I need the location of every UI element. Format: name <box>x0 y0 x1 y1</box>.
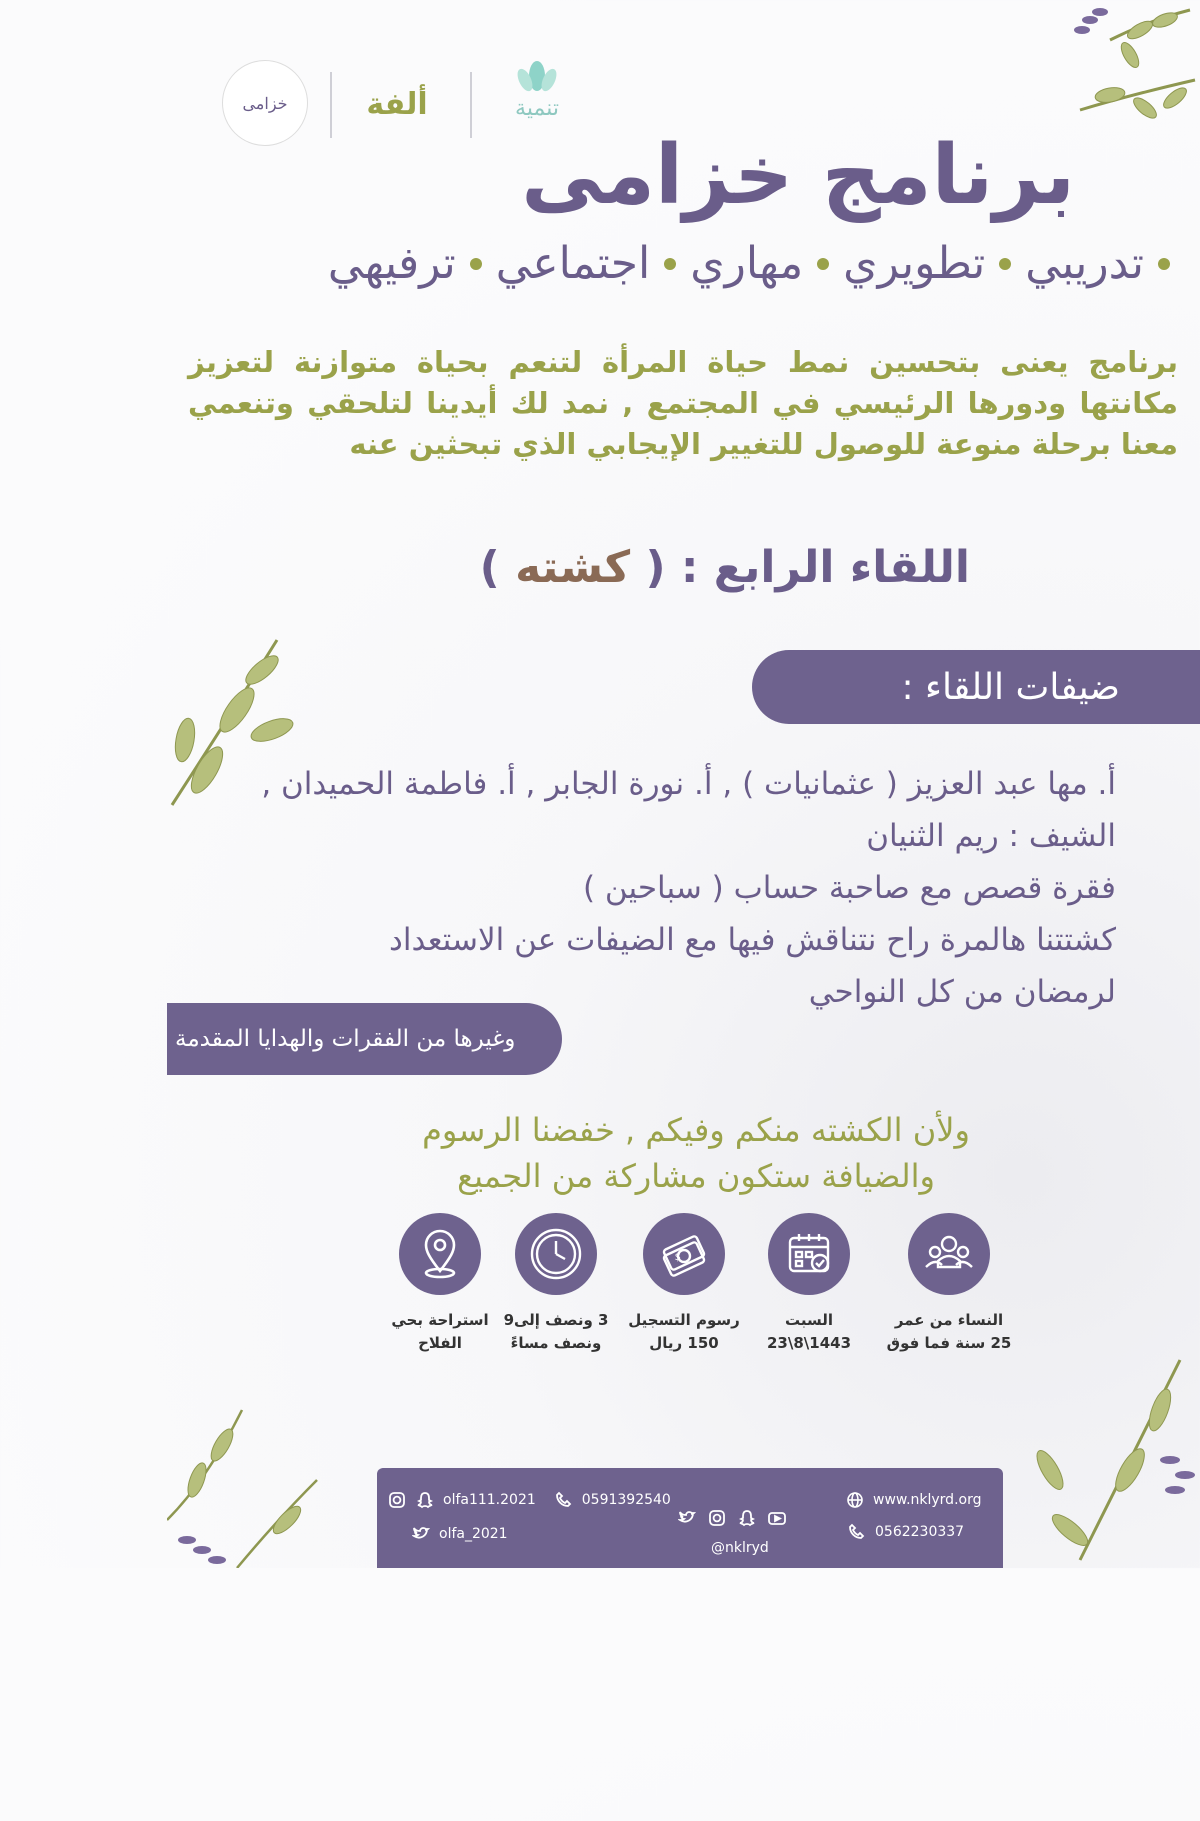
program-description: برنامج يعنى بتحسين نمط حياة المرأة لتنعم بحياة متوازنة لتعزيز مكانتها ودورها الرئيسي في المجتمع , نمد لك أيدينا لتلحقي وتنعمي معنا برحلة منوعة للوصول للتغيير الإيجابي الذي تبحثين عنه <box>188 345 1178 461</box>
guest-line: لرمضان من كل النواحي <box>808 974 1116 1010</box>
guest-line: الشيف : ريم الثنيان <box>866 818 1116 854</box>
info-location <box>370 1213 510 1355</box>
meeting-close: ) <box>479 542 500 593</box>
guest-line: كشتتنا هالمرة راح نتناقش فيها مع الضيفات عن الاستعداد <box>389 922 1116 958</box>
nklyrd-phone-row <box>847 1522 964 1542</box>
info-line: استراحة بحي <box>391 1311 489 1329</box>
info-line: 25 سنة فما فوق <box>886 1334 1012 1352</box>
website-link[interactable]: www.nklyrd.org <box>873 1492 982 1508</box>
snapchat-icon[interactable] <box>415 1490 435 1510</box>
program-tags <box>195 238 1170 289</box>
money-icon <box>643 1213 725 1295</box>
bottom-left-leaves-decoration <box>167 1400 347 1568</box>
olfa-phone-number[interactable]: 0591392540 <box>581 1492 671 1508</box>
instagram-icon[interactable] <box>387 1490 407 1510</box>
phone-icon <box>847 1522 867 1542</box>
lotus-icon <box>509 60 565 96</box>
top-right-leaves-decoration <box>1070 0 1200 150</box>
tag-item: اجتماعي <box>495 238 651 289</box>
contact-footer <box>377 1468 1003 1568</box>
olfa-social-row <box>387 1490 671 1510</box>
phone-icon <box>554 1490 574 1510</box>
guest-line: أ. مها عبد العزيز ( عثمانيات ) , أ. نورة الجابر , أ. فاطمة الحميدان , <box>261 766 1116 802</box>
khozama-logo-text: خزامى <box>242 93 288 113</box>
guests-list <box>261 758 1116 1018</box>
instagram-icon[interactable] <box>707 1508 727 1528</box>
info-line: النساء من عمر <box>894 1311 1004 1329</box>
info-line: الفلاح <box>418 1334 462 1352</box>
olfa-snapchat-handle[interactable]: olfa111.2021 <box>443 1492 536 1508</box>
page-title: برنامج خزامى <box>521 128 1075 223</box>
closing-line: والضيافة ستكون مشاركة من الجميع <box>457 1157 935 1195</box>
meeting-heading <box>480 542 970 593</box>
bottom-right-leaves-decoration <box>1020 1350 1200 1568</box>
calendar-icon <box>768 1213 850 1295</box>
tag-item: تطويري <box>843 238 986 289</box>
closing-line: ولأن الكشته منكم وفيكم , خفضنا الرسوم <box>422 1111 970 1149</box>
globe-icon <box>845 1490 865 1510</box>
bullet-dot <box>1158 258 1170 270</box>
nklyrd-handle[interactable]: @nklryd <box>711 1540 769 1556</box>
clock-icon <box>515 1213 597 1295</box>
info-line: السبت <box>784 1311 834 1329</box>
logo-divider <box>330 72 332 138</box>
olfa-twitter-handle[interactable]: olfa_2021 <box>439 1526 508 1542</box>
tanmia-logo-text: تنمية <box>515 96 559 121</box>
bullet-dot <box>999 258 1011 270</box>
info-audience <box>879 1213 1019 1355</box>
info-line: رسوم التسجيل <box>628 1311 740 1329</box>
nklyrd-phone-number[interactable]: 0562230337 <box>875 1524 965 1540</box>
info-line: ونصف مساءً <box>510 1334 602 1352</box>
khozama-logo <box>222 60 308 146</box>
youtube-icon[interactable] <box>767 1508 787 1528</box>
tag-item: مهاري <box>690 238 804 289</box>
extras-banner-text: وغيرها من الفقرات والهدايا المقدمة <box>175 1026 516 1052</box>
info-line: 1443\8\23 <box>766 1334 852 1352</box>
olfa-twitter-row <box>411 1524 508 1544</box>
tag-item: تدريبي <box>1025 238 1144 289</box>
twitter-icon[interactable] <box>677 1508 697 1528</box>
extras-banner <box>167 1003 562 1075</box>
info-fee <box>614 1213 754 1355</box>
nklyrd-social-icons <box>677 1508 787 1528</box>
closing-text <box>396 1107 996 1199</box>
meeting-name: كشته <box>515 542 631 593</box>
guests-banner: ضيفات اللقاء : <box>752 650 1200 724</box>
bullet-dot <box>664 258 676 270</box>
snapchat-icon[interactable] <box>737 1508 757 1528</box>
olfa-logo <box>347 72 447 136</box>
meeting-label: اللقاء الرابع : ( <box>645 542 970 593</box>
bullet-dot <box>470 258 482 270</box>
twitter-icon[interactable] <box>411 1524 431 1544</box>
tag-item: ترفيهي <box>327 238 456 289</box>
website-row <box>845 1490 981 1510</box>
nklyrd-handle-row <box>711 1540 769 1556</box>
location-pin-icon <box>399 1213 481 1295</box>
svg-text:$: $ <box>674 1252 681 1263</box>
logo-divider <box>470 72 472 138</box>
bullet-dot <box>817 258 829 270</box>
info-date <box>739 1213 879 1355</box>
info-line: 150 ريال <box>649 1334 719 1352</box>
info-line: 3 ونصف إلى9 <box>503 1311 609 1329</box>
guest-line: فقرة قصص مع صاحبة حساب ( سباحين ) <box>582 870 1116 906</box>
olfa-logo-text: ألفة <box>366 86 428 122</box>
women-group-icon <box>908 1213 990 1295</box>
